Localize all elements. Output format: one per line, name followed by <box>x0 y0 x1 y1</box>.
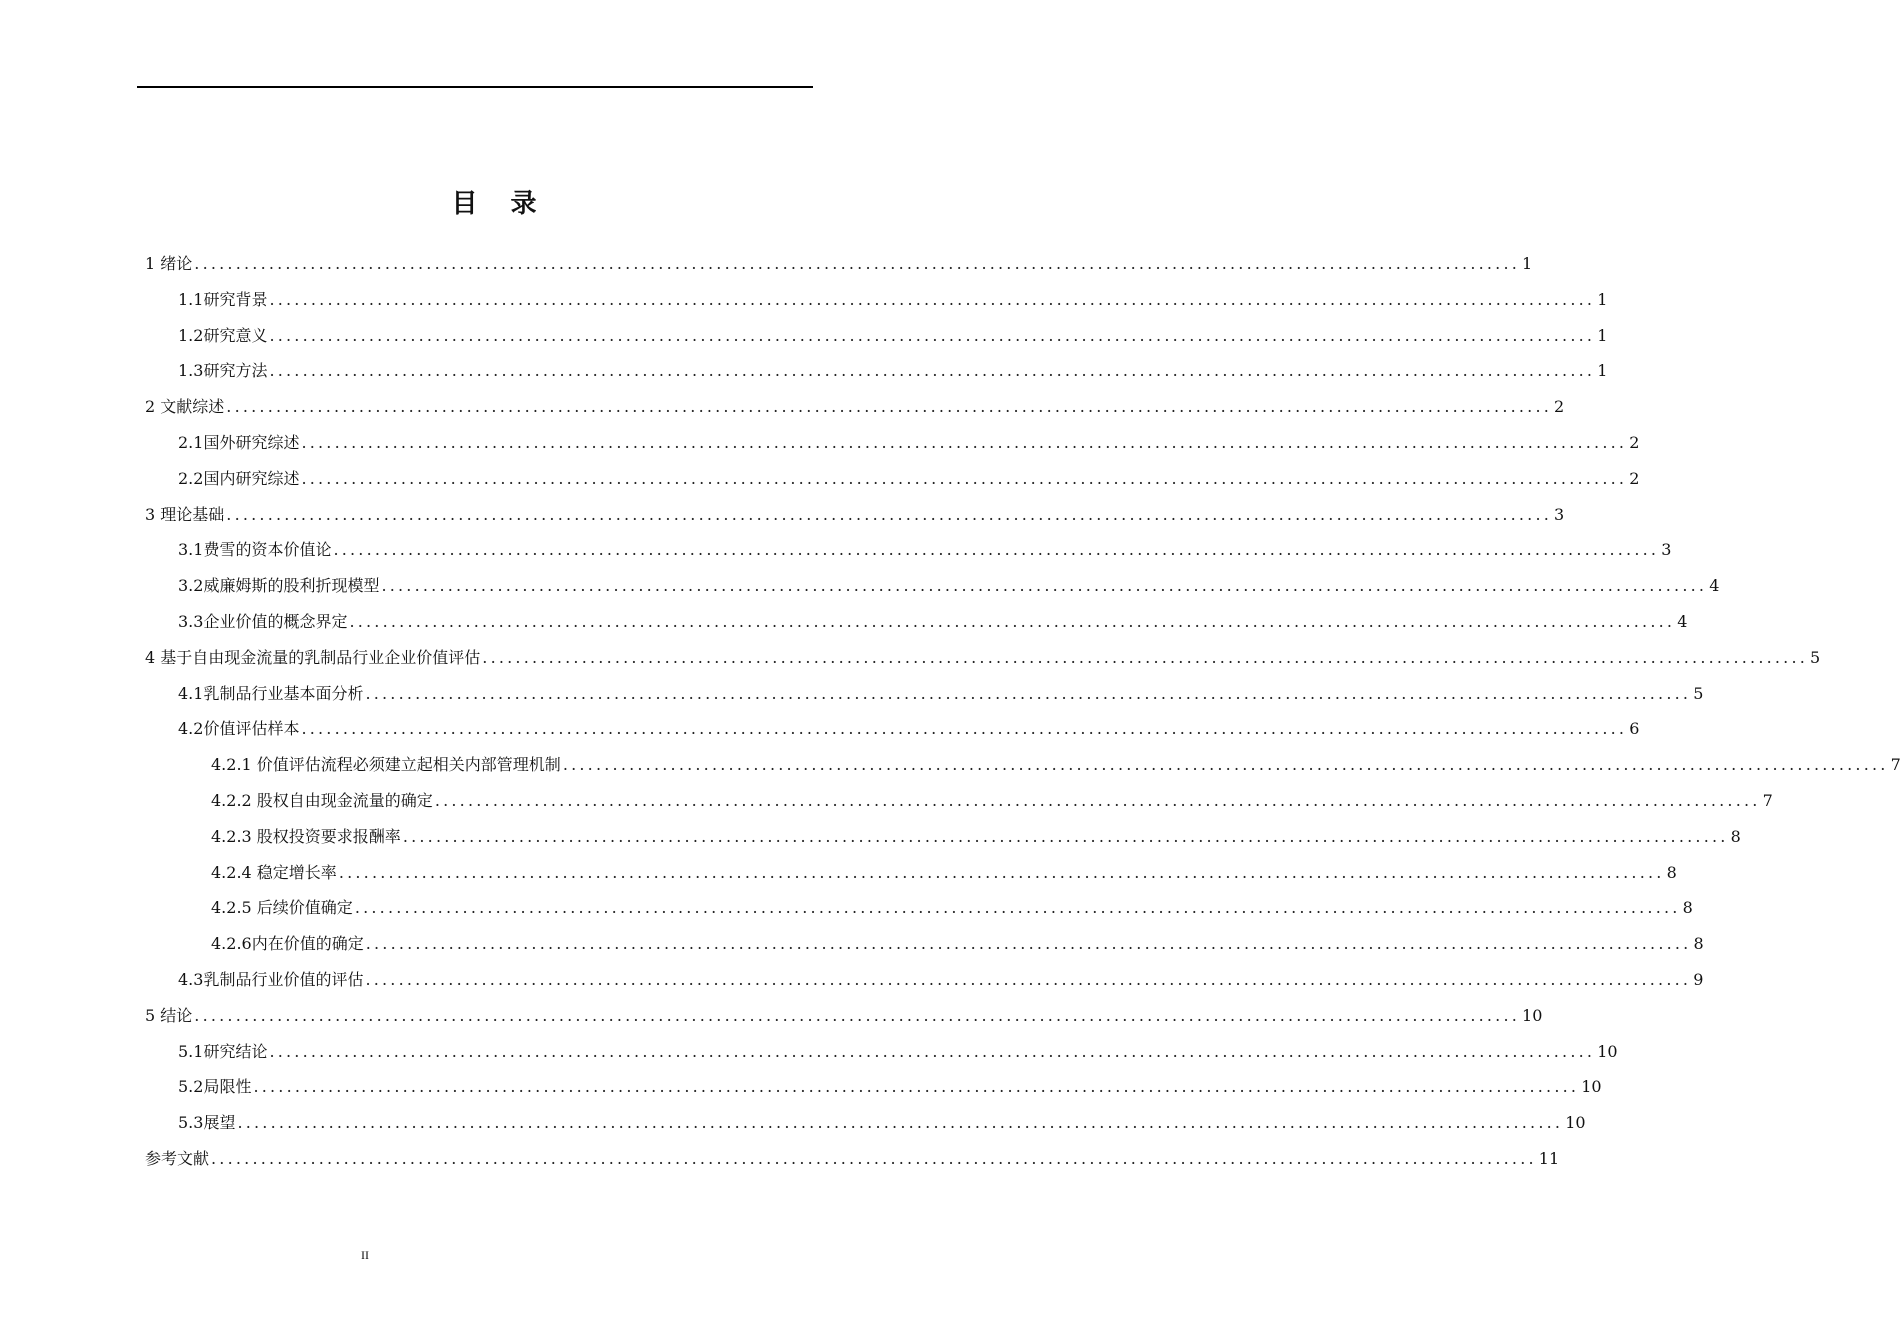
toc-entry-label: 4 基于自由现金流量的乳制品行业企业价值评估 <box>145 647 481 667</box>
toc-entry <box>145 676 1704 712</box>
toc-entry-label: 5 结论 <box>145 1005 193 1025</box>
toc-entry-label: 1.2研究意义 <box>178 325 268 345</box>
toc-entry-page: 5 <box>1693 683 1704 703</box>
toc-entry-label: 3.3企业价值的概念界定 <box>178 611 348 631</box>
toc-dot-leader: ................................................................................................................................................................ <box>301 719 1628 739</box>
toc-entry-label: 5.3展望 <box>178 1113 236 1133</box>
toc-entry <box>145 1105 1586 1141</box>
toc-dot-leader: ................................................................................................................................................................ <box>301 468 1628 488</box>
toc-entry-label: 4.2.2 股权自由现金流量的确定 <box>211 790 433 810</box>
toc-dot-leader: ................................................................................................................................................................ <box>365 934 1692 954</box>
toc-entry-page: 1 <box>1597 289 1608 309</box>
toc-dot-leader: ................................................................................................................................................................ <box>354 898 1681 918</box>
toc-entry-label: 1 绪论 <box>145 254 193 273</box>
toc-entry-page: 7 <box>1890 755 1901 775</box>
toc-entry-label: 4.3乳制品行业价值的评估 <box>178 969 364 989</box>
toc-entry-label: 3 理论基础 <box>145 504 225 524</box>
toc-entry-label: 4.2.1 价值评估流程必须建立起相关内部管理机制 <box>211 755 561 775</box>
toc-dot-leader: ................................................................................................................................................................ <box>365 969 1692 989</box>
toc-entry-label: 5.1研究结论 <box>178 1041 268 1061</box>
toc-entry-page: 10 <box>1565 1113 1586 1133</box>
toc-entry-page: 1 <box>1597 361 1608 381</box>
toc-dot-leader: ................................................................................................................................................................ <box>253 1077 1580 1097</box>
toc-entry-label: 参考文献 <box>145 1148 210 1168</box>
toc-entry-label: 3.2威廉姆斯的股利折现模型 <box>178 576 380 596</box>
toc-entry-page: 4 <box>1677 611 1688 631</box>
toc-dot-leader: ................................................................................................................................................................ <box>482 647 1809 667</box>
toc-dot-leader: ................................................................................................................................................................ <box>194 1005 1521 1025</box>
toc-entry <box>145 461 1640 497</box>
toc-entry <box>145 246 1533 282</box>
toc-entry-label: 2 文献综述 <box>145 397 225 417</box>
toc-entry-page: 2 <box>1554 397 1565 417</box>
toc-entry <box>145 783 1773 819</box>
toc-entry <box>145 1069 1602 1105</box>
toc-dot-leader: ................................................................................................................................................................ <box>226 397 1553 417</box>
toc-entry <box>145 497 1565 533</box>
toc-entry <box>145 353 1608 389</box>
toc-entry <box>145 998 1543 1034</box>
toc-entry-page: 11 <box>1538 1148 1560 1168</box>
toc-entry-label: 4.2.5 后续价值确定 <box>211 898 353 918</box>
toc-entry-page: 3 <box>1554 504 1565 524</box>
toc-entry-page: 4 <box>1709 576 1720 596</box>
toc-title: 目 录 <box>451 189 549 219</box>
toc-entry <box>145 1034 1618 1070</box>
toc-dot-leader: ................................................................................................................................................................ <box>269 1041 1596 1061</box>
toc-entry <box>145 890 1693 926</box>
toc-dot-leader: ................................................................................................................................................................ <box>562 755 1889 775</box>
toc-dot-leader: ................................................................................................................................................................ <box>434 790 1761 810</box>
toc-entry-page: 5 <box>1810 647 1821 667</box>
toc-entry-page: 9 <box>1693 969 1704 989</box>
toc-entry-page: 3 <box>1661 540 1672 560</box>
toc-entry-label: 4.2.4 稳定增长率 <box>211 862 337 882</box>
toc-entry-page: 6 <box>1629 719 1640 739</box>
toc-entry-page: 10 <box>1522 1005 1543 1025</box>
toc-entry-page: 2 <box>1629 432 1640 452</box>
toc-entry <box>145 389 1565 425</box>
toc-entry-page: 1 <box>1522 254 1533 273</box>
toc-entry-label: 4.2.3 股权投资要求报酬率 <box>211 826 401 846</box>
toc-entry-label: 4.2.6内在价值的确定 <box>211 934 364 954</box>
toc-entry <box>145 747 1901 783</box>
toc-entry <box>145 819 1741 855</box>
toc-dot-leader: ................................................................................................................................................................ <box>269 289 1596 309</box>
toc-entry-page: 8 <box>1666 862 1677 882</box>
toc-entry-page: 10 <box>1581 1077 1602 1097</box>
toc-dot-leader: ................................................................................................................................................................ <box>349 611 1676 631</box>
toc-entry-label: 3.1费雪的资本价值论 <box>178 540 332 560</box>
toc-entry-page: 1 <box>1597 325 1608 345</box>
toc-dot-leader: ................................................................................................................................................................ <box>237 1113 1564 1133</box>
toc-entry <box>145 318 1608 354</box>
toc-entry-page: 10 <box>1597 1041 1618 1061</box>
toc-entry <box>145 532 1672 568</box>
toc-dot-leader: ................................................................................................................................................................ <box>211 1148 1537 1168</box>
toc-entry-page: 7 <box>1762 790 1773 810</box>
toc-entry-page: 8 <box>1682 898 1693 918</box>
toc-dot-leader: ................................................................................................................................................................ <box>269 325 1596 345</box>
toc-dot-leader: ................................................................................................................................................................ <box>333 540 1660 560</box>
toc-entry <box>145 855 1677 891</box>
toc-dot-leader: ................................................................................................................................................................ <box>402 826 1729 846</box>
toc-entry-label: 5.2局限性 <box>178 1077 252 1097</box>
toc-entry <box>145 926 1704 962</box>
toc-entry <box>145 1141 1560 1177</box>
toc-dot-leader: ................................................................................................................................................................ <box>194 254 1521 273</box>
toc-entry <box>145 425 1640 461</box>
toc-entry-page: 8 <box>1730 826 1741 846</box>
toc-entry <box>145 962 1704 998</box>
page-number: II <box>361 1248 369 1262</box>
toc-entry <box>145 282 1608 318</box>
toc-dot-leader: ................................................................................................................................................................ <box>338 862 1665 882</box>
toc-entry-label: 2.2国内研究综述 <box>178 468 300 488</box>
toc-entry-label: 4.2价值评估样本 <box>178 719 300 739</box>
header-rule <box>137 86 813 88</box>
toc-entry-page: 8 <box>1693 934 1704 954</box>
toc-dot-leader: ................................................................................................................................................................ <box>381 576 1708 596</box>
toc-entry-label: 2.1国外研究综述 <box>178 432 300 452</box>
toc-entry <box>145 711 1640 747</box>
toc-entry-page: 2 <box>1629 468 1640 488</box>
toc-dot-leader: ................................................................................................................................................................ <box>226 504 1553 524</box>
toc-entry-label: 1.1研究背景 <box>178 289 268 309</box>
toc-entry <box>145 568 1720 604</box>
toc-entry-label: 1.3研究方法 <box>178 361 268 381</box>
toc-dot-leader: ................................................................................................................................................................ <box>365 683 1692 703</box>
toc-list <box>145 246 1901 1177</box>
toc-dot-leader: ................................................................................................................................................................ <box>269 361 1596 381</box>
toc-entry-label: 4.1乳制品行业基本面分析 <box>178 683 364 703</box>
toc-dot-leader: ................................................................................................................................................................ <box>301 432 1628 452</box>
toc-entry <box>145 640 1821 676</box>
toc-entry <box>145 604 1688 640</box>
